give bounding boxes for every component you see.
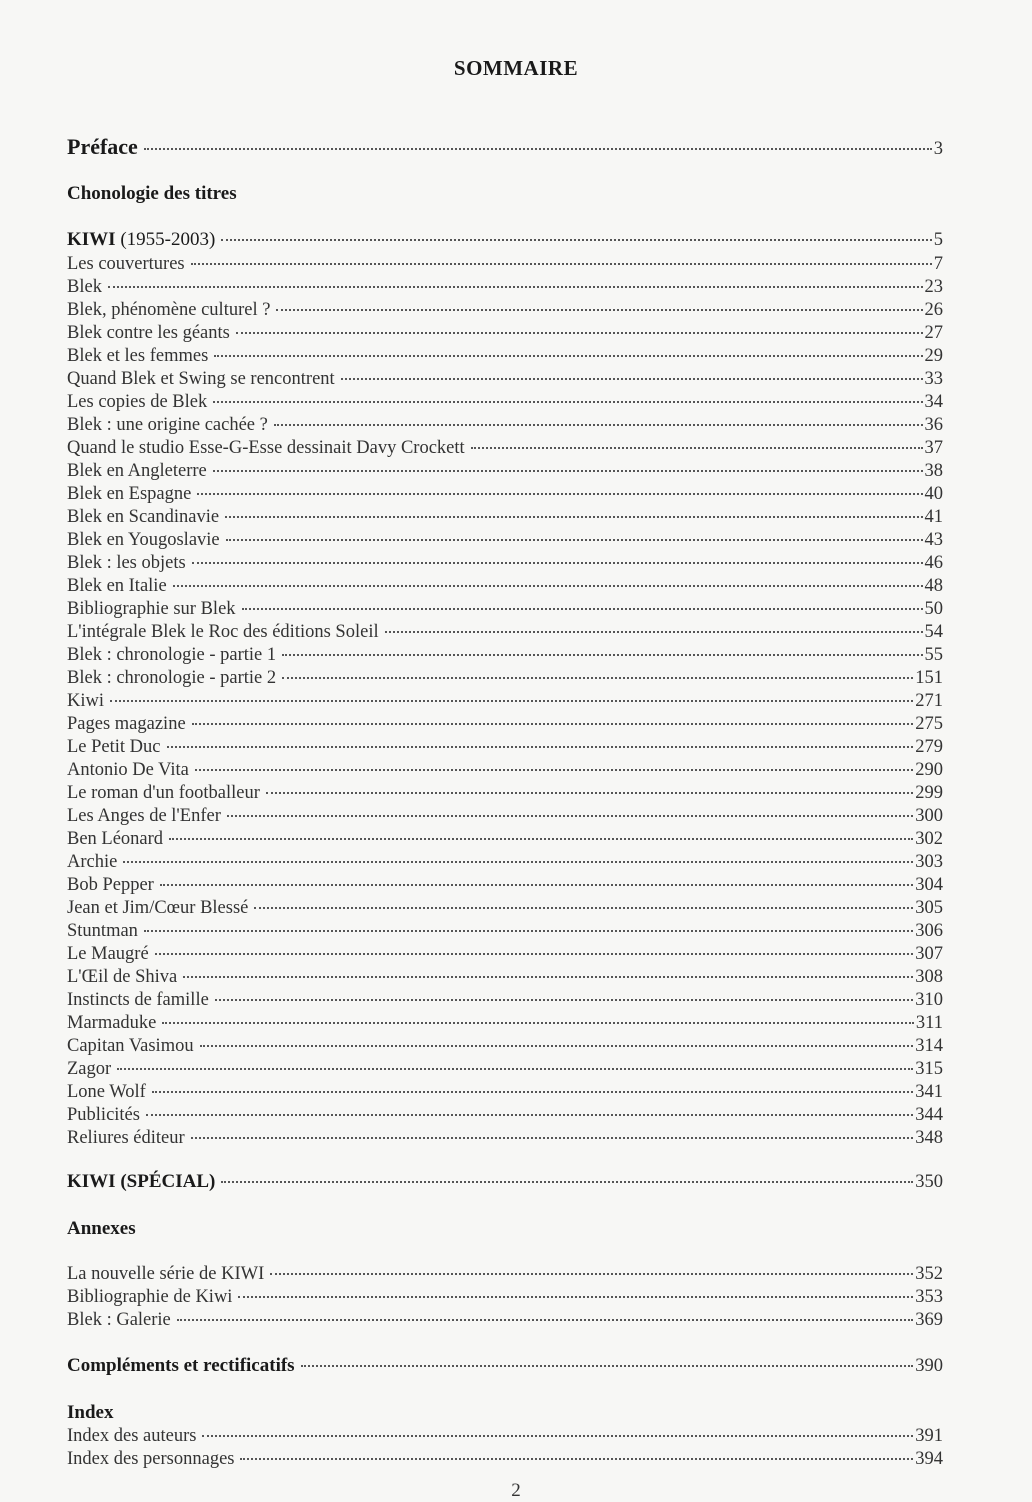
toc-entry-page: 310 — [915, 990, 943, 1010]
toc-entry — [67, 529, 943, 551]
toc-entry — [67, 345, 943, 367]
toc-entry-title — [67, 828, 163, 850]
toc-entry-page: 350 — [915, 1172, 943, 1192]
dot-leader — [192, 562, 923, 564]
toc-entry — [67, 253, 943, 275]
toc-entry-page: 394 — [915, 1449, 943, 1469]
toc-entry-label: Index des personnages — [67, 1449, 235, 1469]
dot-leader — [274, 424, 923, 426]
toc-entry-title — [67, 253, 185, 275]
dot-leader — [301, 1365, 914, 1367]
toc-entry-label: Ben Léonard — [67, 829, 164, 849]
toc-entry-label: Publicités — [67, 1105, 140, 1125]
toc-entry-page: 305 — [915, 898, 943, 918]
dot-leader — [226, 539, 923, 541]
toc-entry — [67, 828, 943, 850]
dot-leader — [108, 286, 923, 288]
dot-leader — [225, 516, 922, 518]
toc-entry-title — [67, 1263, 264, 1285]
dot-leader — [238, 1296, 913, 1298]
dot-leader — [144, 148, 932, 150]
toc-entry — [67, 920, 943, 942]
toc-entry — [67, 736, 943, 758]
toc-entry-title — [67, 621, 379, 643]
toc-entry — [67, 391, 943, 413]
toc-entry — [67, 1309, 943, 1331]
toc-entry-title — [67, 1425, 196, 1447]
dot-leader — [144, 930, 913, 932]
dot-leader — [213, 470, 923, 472]
toc-entry-title — [67, 1035, 194, 1057]
dot-leader — [173, 585, 923, 587]
toc-entry-label: KIWI — [67, 229, 116, 250]
toc-entry-title — [67, 414, 268, 436]
toc-entry-title — [67, 943, 149, 965]
toc-entry-page: 311 — [915, 1013, 943, 1033]
toc-entry-label: Blek : chronologie - partie 1 — [67, 645, 277, 665]
toc-entry-label: Capitan Vasimou — [67, 1036, 194, 1056]
toc-entry — [67, 368, 943, 390]
toc-entry — [67, 621, 943, 643]
toc-entry-label: Blek en Yougoslavie — [67, 530, 220, 550]
toc-entry-page: 315 — [915, 1059, 943, 1079]
toc-entry-page: 369 — [915, 1310, 943, 1330]
toc-entry-page: 300 — [915, 806, 943, 826]
toc-entry-page: 40 — [924, 484, 943, 504]
toc-entry-label: Quand le studio Esse-G-Esse dessinait Davy Crockett — [67, 438, 465, 458]
toc-entry-label: Les copies de Blek — [67, 392, 208, 412]
toc-entry-label: Archie — [67, 852, 118, 872]
toc-entry-page: 48 — [924, 576, 943, 596]
dot-leader — [146, 1114, 913, 1116]
toc-entry-label: Blek en Angleterre — [67, 461, 207, 481]
toc-entry-title — [67, 920, 138, 942]
dot-leader — [192, 723, 914, 725]
toc-entry-page: 299 — [915, 783, 943, 803]
toc-entry — [67, 851, 943, 873]
toc-entry-label: KIWI (SPÉCIAL) — [67, 1171, 216, 1192]
dot-leader — [282, 654, 922, 656]
dot-leader — [162, 1022, 914, 1024]
toc-entry-title — [67, 989, 209, 1011]
toc-entry — [67, 989, 943, 1011]
toc-entry-page: 55 — [924, 645, 943, 665]
toc-entry-page: 34 — [924, 392, 943, 412]
dot-leader — [276, 309, 922, 311]
dot-leader — [200, 1045, 914, 1047]
toc-entry-label: Blek : les objets — [67, 553, 186, 573]
toc-entry-title — [67, 1012, 156, 1034]
toc-entry-label: Blek : chronologie - partie 2 — [67, 668, 277, 688]
toc-entry-title — [67, 345, 208, 367]
toc-entry-label: Les couvertures — [67, 254, 185, 274]
toc-entry-title — [67, 276, 102, 298]
toc-entry-title — [67, 483, 191, 505]
toc-entry-label: Le roman d'un footballeur — [67, 783, 260, 803]
toc-entry — [67, 1104, 943, 1126]
toc-entry-title — [67, 874, 154, 896]
toc-entry-page: 279 — [915, 737, 943, 757]
toc-entry-label: Blek — [67, 277, 102, 297]
toc-entry-label: Blek contre les géants — [67, 323, 230, 343]
toc-entry — [67, 437, 943, 459]
toc-entry-title — [67, 229, 215, 251]
page-title: SOMMAIRE — [453, 56, 579, 80]
toc-entry-label: Kiwi — [67, 691, 104, 711]
dot-leader — [221, 1181, 913, 1183]
dot-leader — [236, 332, 923, 334]
toc-entry-label: L'Œil de Shiva — [67, 967, 178, 987]
toc-entry — [67, 1263, 943, 1285]
toc-entry-label: Blek : Galerie — [67, 1310, 171, 1330]
toc-entry-title — [67, 1171, 215, 1193]
section-heading: Index — [67, 1402, 114, 1423]
dot-leader — [240, 1458, 913, 1460]
toc-entry-title — [67, 1081, 146, 1103]
toc-entry — [67, 575, 943, 597]
toc-entry-label: Quand Blek et Swing se rencontrent — [67, 369, 335, 389]
toc-entry-label: La nouvelle série de KIWI — [67, 1264, 265, 1284]
toc-entry — [67, 1081, 943, 1103]
toc-entry-label: Blek : une origine cachée ? — [67, 415, 268, 435]
toc-entry-label: Blek et les femmes — [67, 346, 209, 366]
dot-leader — [160, 884, 913, 886]
toc-entry-title — [67, 136, 138, 158]
toc-entry — [67, 483, 943, 505]
toc-entry — [67, 644, 943, 666]
toc-entry-title — [67, 851, 117, 873]
toc-entry — [67, 943, 943, 965]
dot-leader — [183, 976, 913, 978]
toc-entry — [67, 1127, 943, 1149]
dot-leader — [169, 838, 913, 840]
toc-entry-page: 43 — [924, 530, 943, 550]
dot-leader — [152, 1091, 913, 1093]
dot-leader — [155, 953, 914, 955]
toc-entry-page: 308 — [915, 967, 943, 987]
toc-entry-page: 41 — [924, 507, 943, 527]
toc-entry — [67, 874, 943, 896]
toc-entry — [67, 460, 943, 482]
dot-leader — [191, 263, 932, 265]
toc-entry-page: 302 — [915, 829, 943, 849]
toc-entry — [67, 667, 943, 689]
dot-leader — [195, 769, 913, 771]
toc-entry-page: 344 — [915, 1105, 943, 1125]
toc-entry — [67, 414, 943, 436]
toc-entry-title — [67, 598, 236, 620]
toc-entry-title — [67, 460, 207, 482]
toc-entry — [67, 1425, 943, 1447]
toc-entry-label: Marmaduke — [67, 1013, 157, 1033]
dot-leader — [227, 815, 913, 817]
toc-entry — [67, 552, 943, 574]
toc-entry-page: 314 — [915, 1036, 943, 1056]
toc-entry-page: 151 — [915, 668, 943, 688]
dot-leader — [385, 631, 923, 633]
toc-entry-page: 26 — [924, 300, 943, 320]
toc-entry — [67, 1448, 943, 1470]
toc-entry-label: L'intégrale Blek le Roc des éditions Soleil — [67, 622, 379, 642]
toc-entry-title — [67, 437, 465, 459]
toc-entry-label: Instincts de famille — [67, 990, 209, 1010]
toc-entry-title — [67, 667, 276, 689]
toc-entry-page: 36 — [924, 415, 943, 435]
toc-entry-page: 27 — [924, 323, 943, 343]
dot-leader — [117, 1068, 913, 1070]
toc-entry — [67, 299, 943, 321]
toc-entry-page: 391 — [915, 1426, 943, 1446]
toc-entry-page: 23 — [924, 277, 943, 297]
toc-entry — [67, 690, 943, 712]
toc-entry-page: 275 — [915, 714, 943, 734]
dot-leader — [266, 792, 913, 794]
toc-entry-title — [67, 805, 221, 827]
toc-entry — [67, 136, 943, 160]
dot-leader — [202, 1435, 913, 1437]
toc-entry-title — [67, 506, 219, 528]
page-number: 2 — [511, 1480, 521, 1501]
dot-leader — [270, 1273, 913, 1275]
dot-leader — [341, 378, 923, 380]
toc-entry — [67, 1058, 943, 1080]
toc-entry — [67, 598, 943, 620]
toc-entry-label: Le Petit Duc — [67, 737, 161, 757]
toc-entry — [67, 782, 943, 804]
toc-entry-label: Bibliographie de Kiwi — [67, 1287, 233, 1307]
toc-entry-label: Blek en Scandinavie — [67, 507, 220, 527]
toc-entry-label: Bob Pepper — [67, 875, 154, 895]
dot-leader — [197, 493, 922, 495]
toc-entry-title — [67, 1286, 232, 1308]
toc-entry-page: 341 — [915, 1082, 943, 1102]
toc-entry-label: Les Anges de l'Enfer — [67, 806, 221, 826]
toc-entry-label: Jean et Jim/Cœur Blessé — [67, 898, 249, 918]
toc-entry-label: Antonio De Vita — [67, 760, 189, 780]
toc-entry-page: 307 — [915, 944, 943, 964]
toc-entry-page: 7 — [933, 254, 943, 274]
dot-leader — [254, 907, 913, 909]
toc-entry-page: 306 — [915, 921, 943, 941]
toc-entry-page: 390 — [915, 1356, 943, 1376]
toc-entry-title — [67, 368, 335, 390]
toc-entry-title — [67, 1127, 185, 1149]
toc-entry-label: Compléments et rectificatifs — [67, 1355, 295, 1376]
toc-entry — [67, 1286, 943, 1308]
toc-entry-page: 46 — [924, 553, 943, 573]
toc-entry — [67, 1355, 943, 1377]
dot-leader — [471, 447, 923, 449]
toc-entry — [67, 322, 943, 344]
toc-entry-title — [67, 1355, 295, 1377]
dot-leader — [282, 677, 913, 679]
toc-entry-title — [67, 529, 220, 551]
toc-entry — [67, 713, 943, 735]
toc-entry-title — [67, 782, 260, 804]
toc-entry-title — [67, 575, 167, 597]
toc-entry-label: Stuntman — [67, 921, 138, 941]
toc-entry-page: 303 — [915, 852, 943, 872]
toc-entry — [67, 506, 943, 528]
toc-entry — [67, 1012, 943, 1034]
toc-entry-label: Préface — [67, 134, 138, 159]
toc-entry-label: Blek en Italie — [67, 576, 167, 596]
toc-entry-page: 54 — [924, 622, 943, 642]
toc-entry-label: Blek, phénomène culturel ? — [67, 300, 271, 320]
toc-entry — [67, 805, 943, 827]
toc-entry-title — [67, 1309, 171, 1331]
toc-entry-title — [67, 736, 161, 758]
toc-entry-label: Blek en Espagne — [67, 484, 192, 504]
toc-entry-title — [67, 322, 230, 344]
dot-leader — [191, 1137, 914, 1139]
toc-entry-page: 5 — [933, 230, 943, 250]
toc-entry-page: 3 — [933, 139, 943, 159]
dot-leader — [215, 999, 913, 1001]
toc-entry-label: Index des auteurs — [67, 1426, 197, 1446]
toc-entry-label: Pages magazine — [67, 714, 186, 734]
dot-leader — [213, 401, 922, 403]
dot-leader — [214, 355, 922, 357]
toc-entry-title — [67, 1448, 234, 1470]
toc-entry-page: 353 — [915, 1287, 943, 1307]
toc-entry-title — [67, 759, 189, 781]
toc-entry-title — [67, 713, 186, 735]
dot-leader — [177, 1319, 913, 1321]
toc-entry-page: 50 — [924, 599, 943, 619]
toc-entry — [67, 966, 943, 988]
toc-entry-label: Reliures éditeur — [67, 1128, 185, 1148]
toc-entry-title — [67, 552, 186, 574]
toc-entry — [67, 229, 943, 251]
toc-entry-title — [67, 1104, 140, 1126]
toc-entry-page: 271 — [915, 691, 943, 711]
dot-leader — [242, 608, 923, 610]
dot-leader — [123, 861, 913, 863]
toc-entry-title — [67, 966, 177, 988]
toc-entry — [67, 276, 943, 298]
toc-entry-label: Lone Wolf — [67, 1082, 146, 1102]
toc-entry-page: 290 — [915, 760, 943, 780]
dot-leader — [167, 746, 914, 748]
toc-entry-label: Le Maugré — [67, 944, 149, 964]
toc-entry — [67, 759, 943, 781]
toc-entry-page: 33 — [924, 369, 943, 389]
toc-entry-page: 304 — [915, 875, 943, 895]
toc-entry-title — [67, 690, 104, 712]
toc-entry-title — [67, 299, 270, 321]
toc-entry-label: Bibliographie sur Blek — [67, 599, 236, 619]
dot-leader — [110, 700, 913, 702]
toc-entry-title — [67, 644, 276, 666]
toc-entry-page: 348 — [915, 1128, 943, 1148]
toc-entry-title — [67, 897, 248, 919]
toc-entry-title — [67, 391, 207, 413]
toc-entry-page: 37 — [924, 438, 943, 458]
section-heading: Annexes — [67, 1218, 136, 1239]
toc-entry-page: 29 — [924, 346, 943, 366]
toc-entry-label: Zagor — [67, 1059, 112, 1079]
toc-entry-page: 352 — [915, 1264, 943, 1284]
toc-entry-title — [67, 1058, 111, 1080]
toc-entry-note: (1955-2003) — [115, 229, 216, 250]
toc-entry — [67, 1171, 943, 1193]
dot-leader — [221, 239, 931, 241]
toc-entry — [67, 897, 943, 919]
toc-entry — [67, 1035, 943, 1057]
section-heading: Chonologie des titres — [67, 183, 237, 204]
toc-entry-page: 38 — [924, 461, 943, 481]
